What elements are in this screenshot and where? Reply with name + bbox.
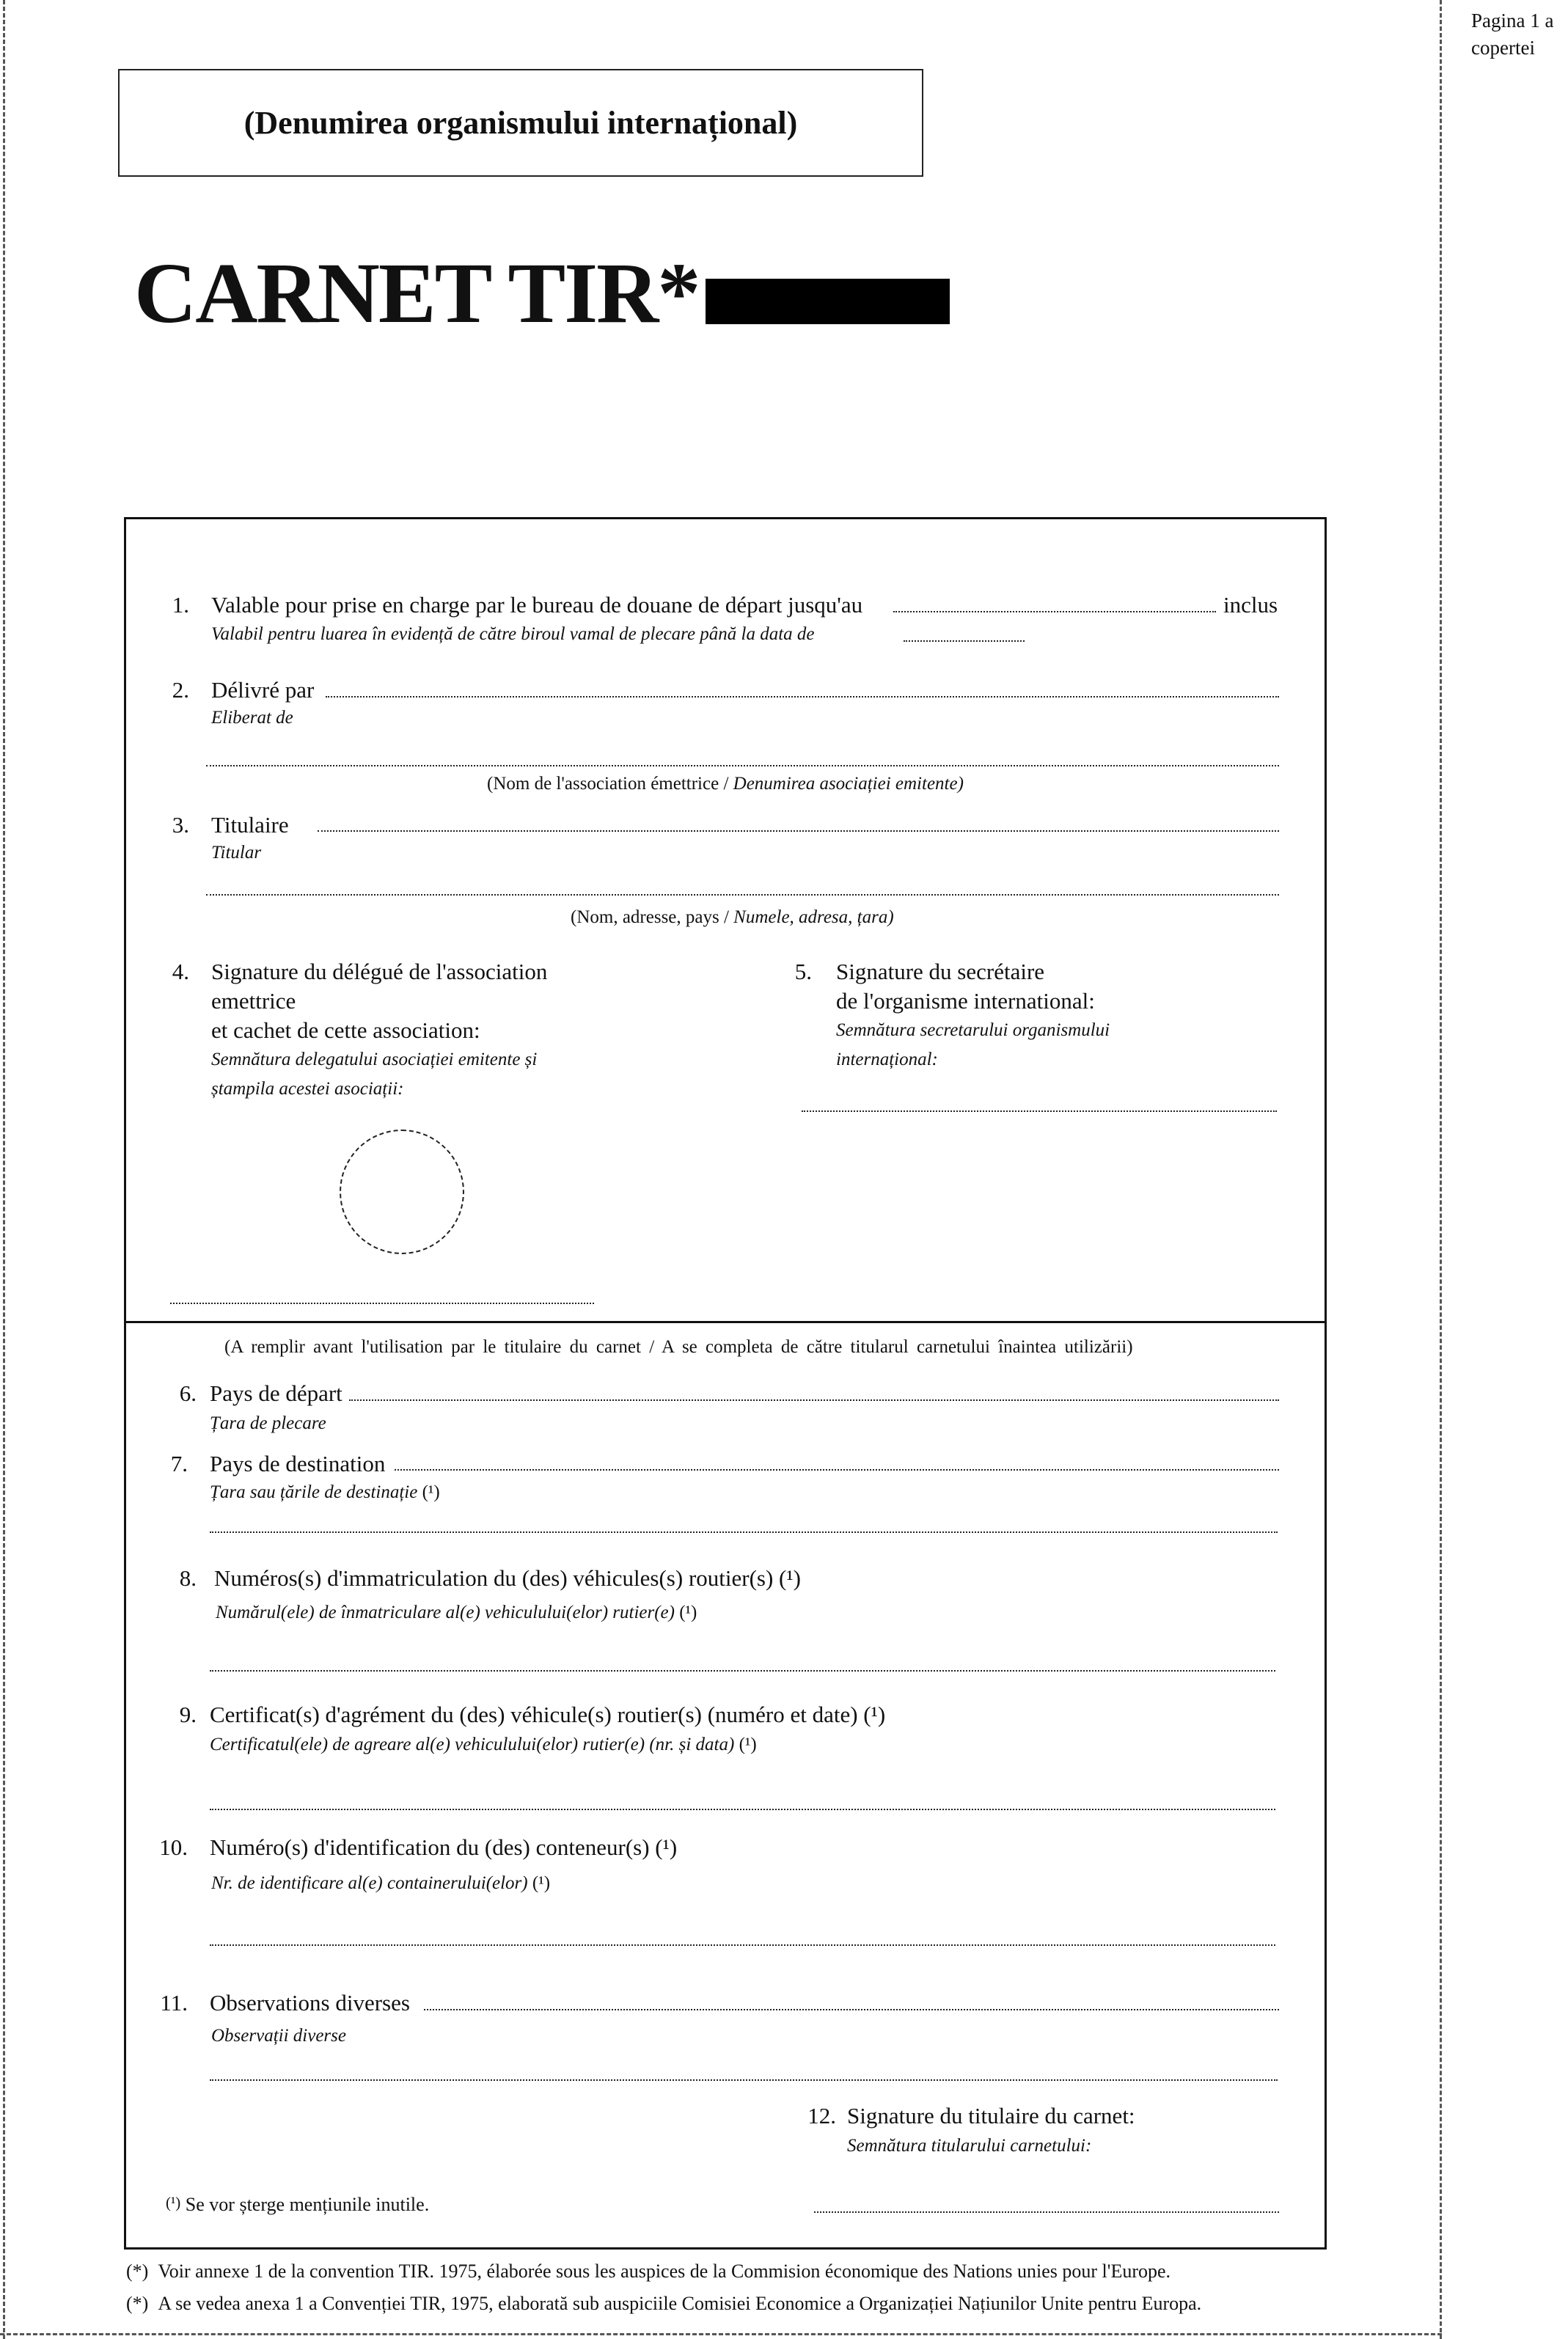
field-6-label-fr: Pays de départ	[210, 1380, 342, 1406]
organism-name: (Denumirea organismului internațional)	[243, 105, 798, 141]
footnote-ro-mark: (*)	[126, 2293, 149, 2314]
organism-name-box	[118, 69, 923, 177]
footnote-ro-text: A se vedea anexa 1 a Convenției TIR, 1975, elaborată sub auspiciile Comisiei Economice a Organizației Națiunilor Unite pentru Europa.	[158, 2293, 1202, 2314]
field-4-label-fr-3: et cachet de cette association:	[211, 1017, 480, 1043]
field-6-label-ro: Țara de plecare	[210, 1413, 326, 1433]
field-10-number: 10.	[159, 1834, 188, 1860]
note-1-mark: (¹)	[166, 2194, 181, 2211]
field-3-label-fr: Titulaire	[211, 812, 289, 838]
page-note-line2: copertei	[1471, 37, 1535, 59]
field-3-input[interactable]	[318, 830, 1279, 832]
field-1-suffix: inclus	[1223, 592, 1278, 618]
field-11-label-fr: Observations diverses	[210, 1990, 410, 2016]
field-1-label-fr: Valable pour prise en charge par le bureau de douane de départ jusqu'au	[211, 592, 863, 618]
footnote-ro	[126, 2291, 1201, 2316]
field-4-label-fr-2: emettrice	[211, 988, 296, 1014]
field-10-label-ro-text: Nr. de identificare al(e) containerului(elor)	[211, 1873, 528, 1893]
note-1-text: Se vor șterge mențiunile inutile.	[185, 2194, 430, 2215]
note-1	[166, 2190, 429, 2217]
form-divider	[124, 1321, 1327, 1323]
field-10-label-ro	[211, 1870, 550, 1897]
field-4-label-ro-1: Semnătura delegatului asociației emitente și	[211, 1050, 538, 1069]
field-5-number: 5.	[794, 959, 812, 984]
field-12-label-fr: Signature du titulaire du carnet:	[847, 2103, 1135, 2128]
field-8-label-ro	[216, 1599, 697, 1627]
redacted-number	[706, 279, 950, 324]
field-3-caption	[571, 904, 894, 931]
carnet-title: CARNET TIR*	[134, 245, 700, 341]
field-6-number: 6.	[179, 1380, 197, 1406]
holder-notice-fr: (A remplir avant l'utilisation par le titulaire du carnet /	[224, 1337, 655, 1357]
field-4-label-ro-2: ștampila acestei asociații:	[211, 1079, 404, 1099]
field-8-ref: (¹)	[679, 1603, 697, 1622]
field-4-signature-line[interactable]	[170, 1303, 594, 1304]
field-1-number: 1.	[172, 592, 189, 618]
field-2-input[interactable]	[326, 696, 1279, 698]
field-7-ref: (¹)	[422, 1482, 440, 1502]
field-8-input[interactable]	[210, 1670, 1275, 1672]
field-9-label-fr: Certificat(s) d'agrément du (des) véhicule(s) routier(s) (numéro et date) (¹)	[210, 1702, 886, 1727]
field-3-number: 3.	[172, 812, 189, 838]
footnote-fr	[126, 2259, 1170, 2284]
stamp-placeholder	[340, 1130, 464, 1254]
field-12-number: 12.	[807, 2103, 836, 2128]
field-8-label-fr: Numéros(s) d'immatriculation du (des) véhicules(s) routier(s) (¹)	[214, 1565, 801, 1591]
field-5-signature-line[interactable]	[802, 1110, 1277, 1112]
field-11-label-ro: Observații diverse	[211, 2026, 346, 2046]
field-6-input[interactable]	[349, 1399, 1279, 1401]
field-11-input-line2[interactable]	[210, 2079, 1278, 2081]
field-4-label-fr-1: Signature du délégué de l'association	[211, 959, 548, 984]
field-7-input[interactable]	[395, 1469, 1279, 1471]
field-12-signature-line[interactable]	[814, 2211, 1279, 2213]
field-11-number: 11.	[160, 1990, 188, 2016]
field-2-caption-ro: Denumirea asociației emitente)	[733, 774, 964, 794]
field-5-label-ro-1: Semnătura secretarului organismului	[836, 1020, 1110, 1040]
holder-notice-ro: A se completa de către titularul carnetului înaintea utilizării)	[662, 1337, 1133, 1357]
right-dashed-border	[1440, 0, 1442, 2339]
footnote-fr-mark: (*)	[126, 2261, 149, 2282]
field-1-label-ro: Valabil pentru luarea în evidență de către biroul vamal de plecare până la data de	[211, 624, 815, 644]
bottom-dashed-border	[0, 2333, 1442, 2335]
field-5-label-ro-2: internațional:	[836, 1050, 938, 1069]
field-2-label-ro: Eliberat de	[211, 708, 293, 728]
field-2-input-line2[interactable]	[206, 765, 1279, 766]
field-10-ref: (¹)	[532, 1873, 551, 1893]
field-8-label-ro-text: Numărul(ele) de înmatriculare al(e) vehiculului(elor) rutier(e)	[216, 1603, 675, 1622]
field-5-label-fr-1: Signature du secrétaire	[836, 959, 1045, 984]
field-2-number: 2.	[172, 677, 189, 703]
page-note	[1471, 7, 1553, 62]
field-7-label-ro-text: Țara sau țările de destinație	[210, 1482, 418, 1502]
field-12-label-ro: Semnătura titularului carnetului:	[847, 2136, 1092, 2156]
field-9-ref: (¹)	[739, 1735, 757, 1754]
field-7-label-fr: Pays de destination	[210, 1451, 386, 1476]
field-11-input[interactable]	[424, 2009, 1279, 2010]
field-7-number: 7.	[170, 1451, 188, 1476]
field-3-caption-fr: (Nom, adresse, pays /	[571, 907, 729, 927]
field-3-input-line2[interactable]	[206, 894, 1279, 896]
field-1-input-ro[interactable]	[904, 640, 1025, 642]
field-2-caption	[487, 770, 964, 798]
field-1-input[interactable]	[893, 611, 1216, 612]
field-3-caption-ro: Numele, adresa, țara)	[733, 907, 894, 927]
footnote-fr-text: Voir annexe 1 de la convention TIR. 1975, élaborée sous les auspices de la Commision économique des Nations unies pour l'Europe.	[158, 2261, 1171, 2282]
page-note-line1: Pagina 1 a	[1471, 10, 1554, 32]
field-9-label-ro-text: Certificatul(ele) de agreare al(e) vehiculului(elor) rutier(e) (nr. și data)	[210, 1735, 735, 1754]
holder-notice	[224, 1333, 1133, 1361]
field-9-input[interactable]	[210, 1809, 1275, 1810]
field-10-label-fr: Numéro(s) d'identification du (des) conteneur(s) (¹)	[210, 1834, 678, 1860]
left-dashed-border	[3, 0, 5, 2339]
field-9-label-ro	[210, 1731, 757, 1759]
field-10-input[interactable]	[210, 1944, 1275, 1946]
field-8-number: 8.	[179, 1565, 197, 1591]
field-2-caption-fr: (Nom de l'association émettrice /	[487, 774, 729, 794]
field-5-label-fr-2: de l'organisme international:	[836, 988, 1095, 1014]
field-2-label-fr: Délivré par	[211, 677, 315, 703]
field-4-number: 4.	[172, 959, 189, 984]
field-9-number: 9.	[179, 1702, 197, 1727]
field-3-label-ro: Titular	[211, 843, 262, 863]
field-7-input-line2[interactable]	[210, 1531, 1278, 1533]
field-7-label-ro	[210, 1479, 440, 1507]
